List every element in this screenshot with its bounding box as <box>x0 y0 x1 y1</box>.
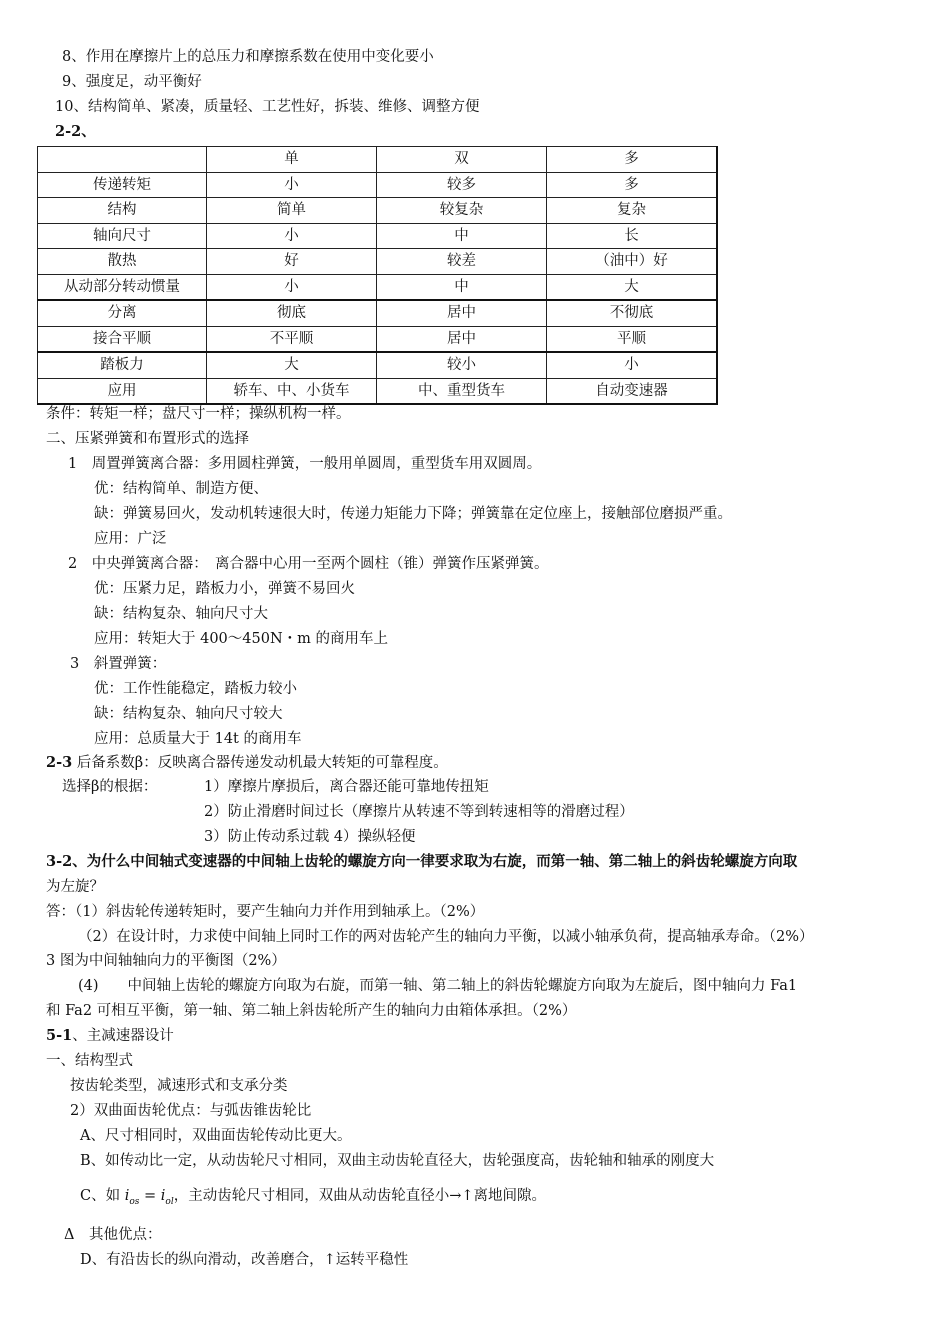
advantage-c-prefix: C、如 <box>80 1188 121 1204</box>
table-row <box>38 172 718 198</box>
table-cell: 应用 <box>38 378 207 404</box>
table-cell: 较差 <box>377 249 547 275</box>
other-advantages-heading: Δ 其他优点： <box>64 1227 162 1243</box>
table-cell: 小 <box>207 274 377 300</box>
section-5-1-number: 5-1 <box>46 1027 73 1044</box>
advantage-b: B、如传动比一定，从动齿轮尺寸相同，双曲主动齿轮直径大，齿轮强度高，齿轮轴和轴承的刚度大 <box>80 1153 715 1169</box>
spring-type-2-pros: 优：压紧力足，踏板力小，弹簧不易回火 <box>94 581 355 597</box>
table-row <box>38 300 718 326</box>
table-cell: 不彻底 <box>547 300 718 326</box>
answer-4-continued: 和 Fa2 可相互平衡，第一轴、第二轴上斜齿轮所产生的轴向力由箱体承担。（2%） <box>46 1003 577 1019</box>
spring-type-2-cons: 缺：结构复杂、轴向尺寸大 <box>94 606 268 622</box>
table-row <box>38 352 718 378</box>
table-cell: 较小 <box>377 352 547 378</box>
structure-type-heading: 一、结构型式 <box>46 1053 133 1069</box>
table-header-cell: 双 <box>377 147 547 173</box>
table-cell: 长 <box>547 223 718 249</box>
table-cell: 分离 <box>38 300 207 326</box>
table-cell: 大 <box>207 352 377 378</box>
table-cell: 小 <box>207 172 377 198</box>
table-cell: 中 <box>377 223 547 249</box>
ratio-equation: $i_{os} = i_{ol}$ <box>120 1188 174 1207</box>
table-cell: 平顺 <box>547 326 718 352</box>
spring-type-1-pros: 优：结构简单、制造方便、 <box>94 481 268 497</box>
table-header-cell: 单 <box>207 147 377 173</box>
table-cell: 简单 <box>207 198 377 224</box>
table-cell: 踏板力 <box>38 352 207 378</box>
section-5-1 <box>46 1026 174 1046</box>
section-5-1-title: 、主减速器设计 <box>72 1028 174 1044</box>
table-row <box>38 274 718 300</box>
advantage-c-suffix: ，主动齿轮尺寸相同，双曲从动齿轮直径小→↑离地间隙。 <box>173 1188 547 1204</box>
question-3-2: 3-2、为什么中间轴式变速器的中间轴上齿轮的螺旋方向一律要求取为右旋，而第一轴、第二轴上的斜齿轮螺旋方向取 <box>46 853 798 870</box>
conditions-note: 条件：转矩一样；盘尺寸一样；操纵机构一样。 <box>46 406 351 422</box>
table-cell: 从动部分转动惯量 <box>38 274 207 300</box>
table-cell: 自动变速器 <box>547 378 718 404</box>
spring-type-1-application: 应用：广泛 <box>94 531 167 547</box>
answer-2: （2）在设计时，力求使中间轴上同时工作的两对齿轮产生的轴向力平衡，以减小轴承负荷，提高轴承寿命。（2%） <box>78 929 814 945</box>
table-header-row <box>38 147 718 173</box>
list-item-9: 9、强度足，动平衡好 <box>62 74 202 90</box>
table-cell: 轴向尺寸 <box>38 223 207 249</box>
table-row <box>38 223 718 249</box>
answer-3: 3 图为中间轴轴向力的平衡图（2%） <box>46 953 286 969</box>
table-row <box>38 198 718 224</box>
list-item-10: 10、结构简单、紧凑，质量轻、工艺性好，拆装、维修、调整方便 <box>55 99 480 115</box>
table-cell: 小 <box>547 352 718 378</box>
list-item-8: 8、作用在摩擦片上的总压力和摩擦系数在使用中变化要小 <box>62 49 434 65</box>
table-header-cell: 多 <box>547 147 718 173</box>
table-cell: 接合平顺 <box>38 326 207 352</box>
section-heading-2-2: 2-2、 <box>55 123 96 140</box>
spring-type-2: 2 中央弹簧离合器： 离合器中心用一至两个圆柱（锥）弹簧作压紧弹簧。 <box>68 556 549 572</box>
table-row <box>38 326 718 352</box>
table-cell: 不平顺 <box>207 326 377 352</box>
table-cell: 较多 <box>377 172 547 198</box>
table-cell: 复杂 <box>547 198 718 224</box>
table-cell: 中、重型货车 <box>377 378 547 404</box>
table-cell: 较复杂 <box>377 198 547 224</box>
table-cell: 多 <box>547 172 718 198</box>
table-cell: 传递转矩 <box>38 172 207 198</box>
section-2-3-number: 2-3 <box>46 754 73 771</box>
table-cell: 好 <box>207 249 377 275</box>
beta-criteria-label: 选择β的根据： <box>62 779 158 795</box>
table-cell: （油中）好 <box>547 249 718 275</box>
table-cell: 小 <box>207 223 377 249</box>
table-cell: 散热 <box>38 249 207 275</box>
section-2-3-text: 后备系数β：反映离合器传递发动机最大转矩的可靠程度。 <box>72 755 448 771</box>
spring-type-3-pros: 优：工作性能稳定，踏板力较小 <box>94 681 297 697</box>
question-3-2-continued: 为左旋？ <box>46 879 104 895</box>
beta-criterion-1: 1）摩擦片摩损后，离合器还能可靠地传扭矩 <box>204 779 489 795</box>
classification-note: 按齿轮类型，减速形式和支承分类 <box>70 1078 288 1094</box>
table-row <box>38 378 718 404</box>
table-cell: 结构 <box>38 198 207 224</box>
clutch-comparison-table <box>37 146 718 405</box>
beta-criterion-2: 2）防止滑磨时间过长（摩擦片从转速不等到转速相等的滑磨过程） <box>204 804 634 820</box>
spring-type-3: 3 斜置弹簧： <box>70 656 167 672</box>
table-header-cell <box>38 147 207 173</box>
table-cell: 轿车、中、小货车 <box>207 378 377 404</box>
advantage-c <box>80 1186 546 1212</box>
answer-4: (4) 中间轴上齿轮的螺旋方向取为右旋，而第一轴、第二轴上的斜齿轮螺旋方向取为左旋后，图中轴向力 Fa1 <box>78 978 798 994</box>
spring-type-1: 1 周置弹簧离合器：多用圆柱弹簧，一般用单圆周，重型货车用双圆周。 <box>68 456 542 472</box>
table-cell: 居中 <box>377 326 547 352</box>
hypoid-advantages-heading: 2）双曲面齿轮优点：与弧齿锥齿轮比 <box>70 1103 312 1119</box>
section-title-spring: 二、压紧弹簧和布置形式的选择 <box>46 431 249 447</box>
answer-1: 答：（1）斜齿轮传递转矩时，要产生轴向力并作用到轴承上。（2%） <box>46 904 485 920</box>
table-cell: 大 <box>547 274 718 300</box>
beta-criterion-3: 3）防止传动系过载 4）操纵轻便 <box>204 829 416 845</box>
spring-type-3-cons: 缺：结构复杂、轴向尺寸较大 <box>94 706 283 722</box>
advantage-d: D、有沿齿长的纵向滑动，改善磨合，↑运转平稳性 <box>80 1252 409 1268</box>
spring-type-1-cons: 缺：弹簧易回火，发动机转速很大时，传递力矩能力下降；弹簧靠在定位座上，接触部位磨损严重。 <box>94 506 732 522</box>
spring-type-2-application: 应用：转矩大于 400～450N・m 的商用车上 <box>94 631 389 647</box>
section-2-3 <box>46 753 448 773</box>
table-row <box>38 249 718 275</box>
table-cell: 彻底 <box>207 300 377 326</box>
advantage-a: A、尺寸相同时，双曲面齿轮传动比更大。 <box>80 1128 352 1144</box>
table-cell: 居中 <box>377 300 547 326</box>
spring-type-3-application: 应用：总质量大于 14t 的商用车 <box>94 731 302 747</box>
table-cell: 中 <box>377 274 547 300</box>
